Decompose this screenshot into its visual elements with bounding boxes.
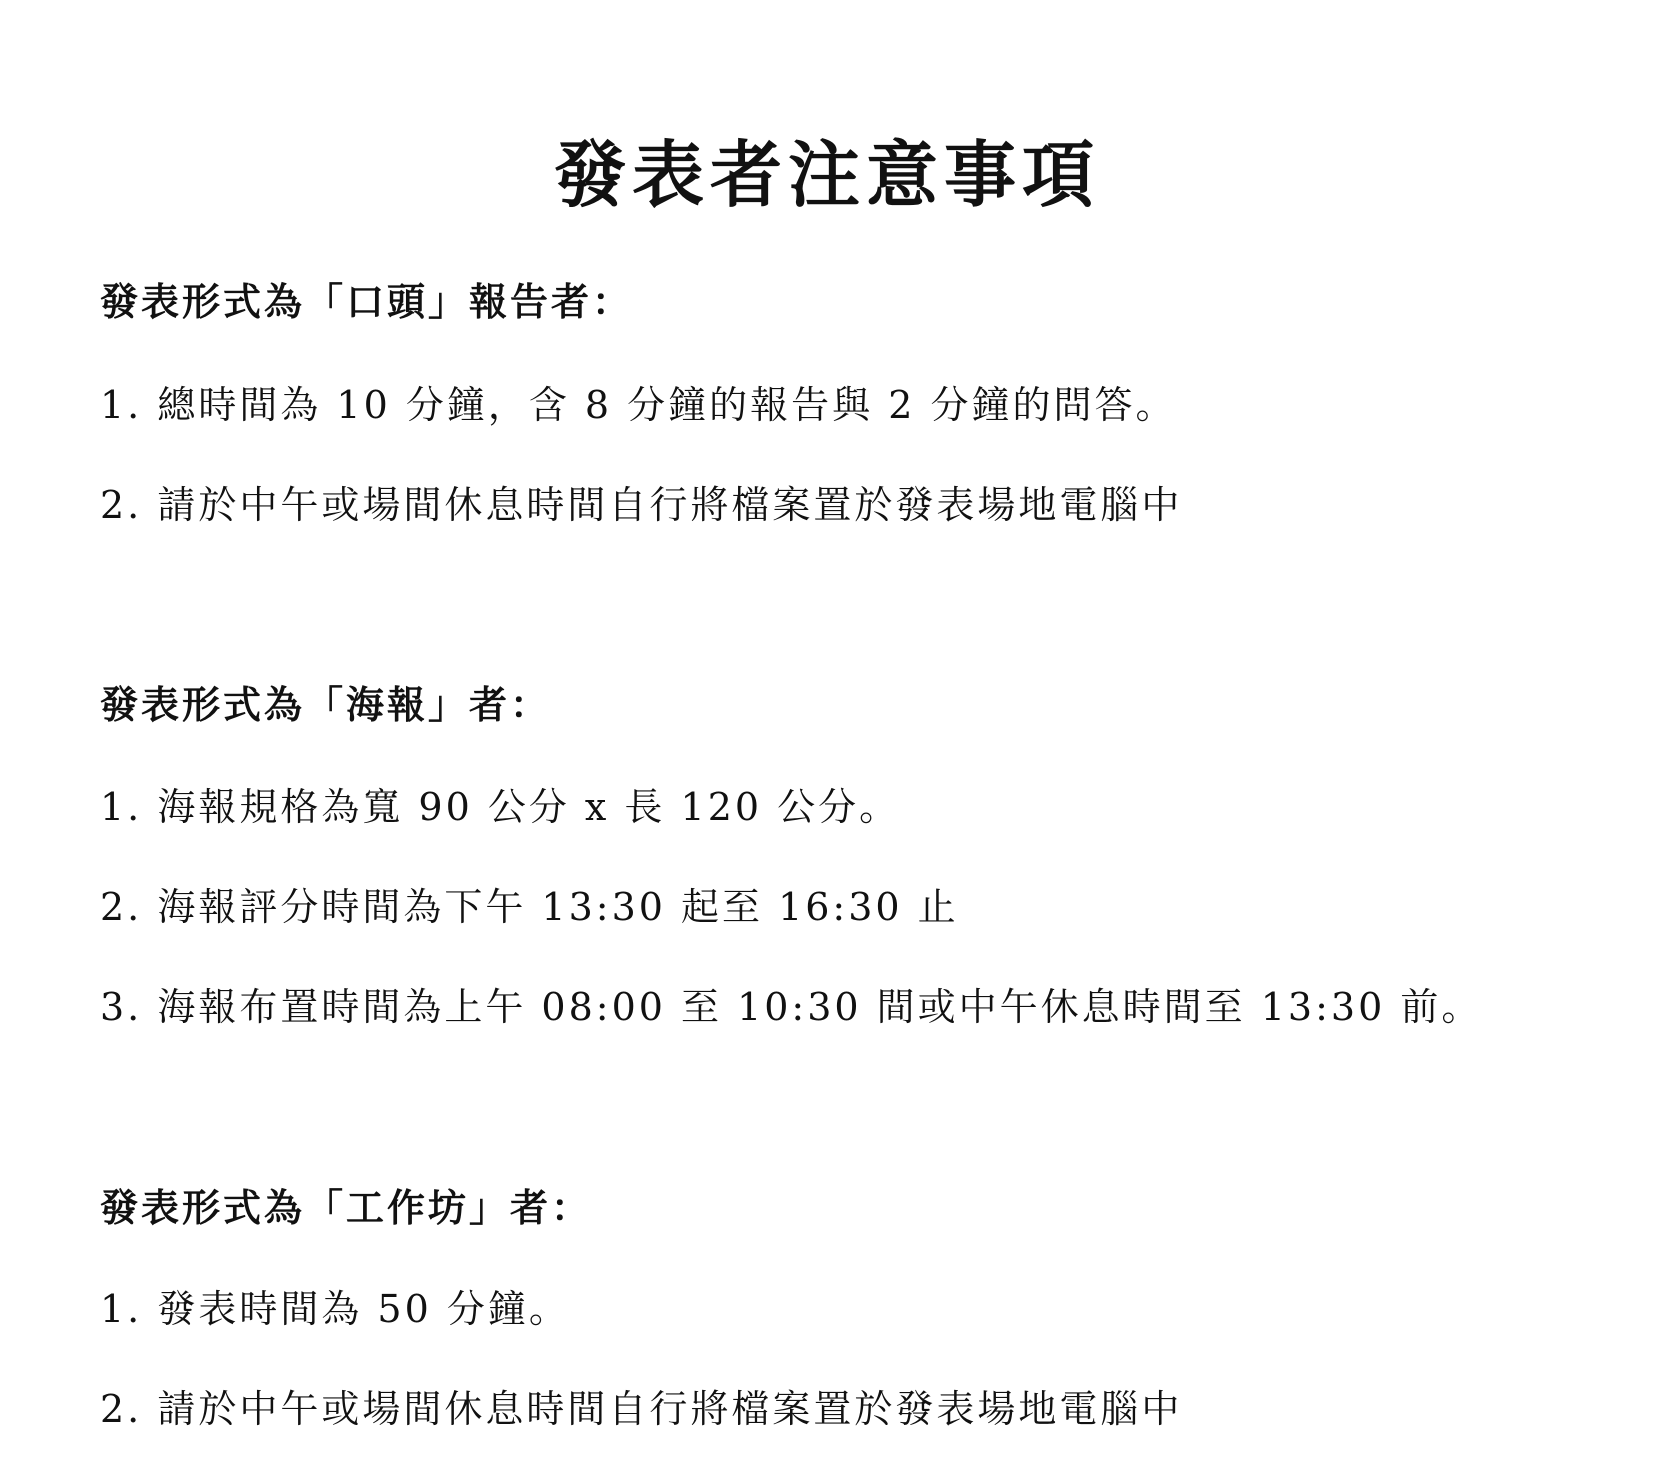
oral-item-2: 2. 請於中午或場間休息時間自行將檔案置於發表場地電腦中: [100, 483, 1183, 527]
section-heading-workshop: 發表形式為「工作坊」者：: [100, 1185, 593, 1230]
workshop-item-2: 2. 請於中午或場間休息時間自行將檔案置於發表場地電腦中: [100, 1387, 1183, 1431]
section-heading-poster: 發表形式為「海報」者：: [100, 682, 552, 727]
workshop-item-1: 1. 發表時間為 50 分鐘。: [100, 1287, 570, 1331]
section-heading-oral: 發表形式為「口頭」報告者：: [100, 279, 634, 324]
poster-item-1: 1. 海報規格為寬 90 公分 x 長 120 公分。: [100, 785, 901, 829]
oral-item-1: 1. 總時間為 10 分鐘，含 8 分鐘的報告與 2 分鐘的問答。: [100, 383, 1177, 427]
poster-item-3: 3. 海報布置時間為上午 08:00 至 10:30 間或中午休息時間至 13:30 前。: [100, 985, 1483, 1029]
page-title: 發表者注意事項: [553, 132, 1100, 217]
poster-item-2: 2. 海報評分時間為下午 13:30 起至 16:30 止: [100, 885, 959, 929]
